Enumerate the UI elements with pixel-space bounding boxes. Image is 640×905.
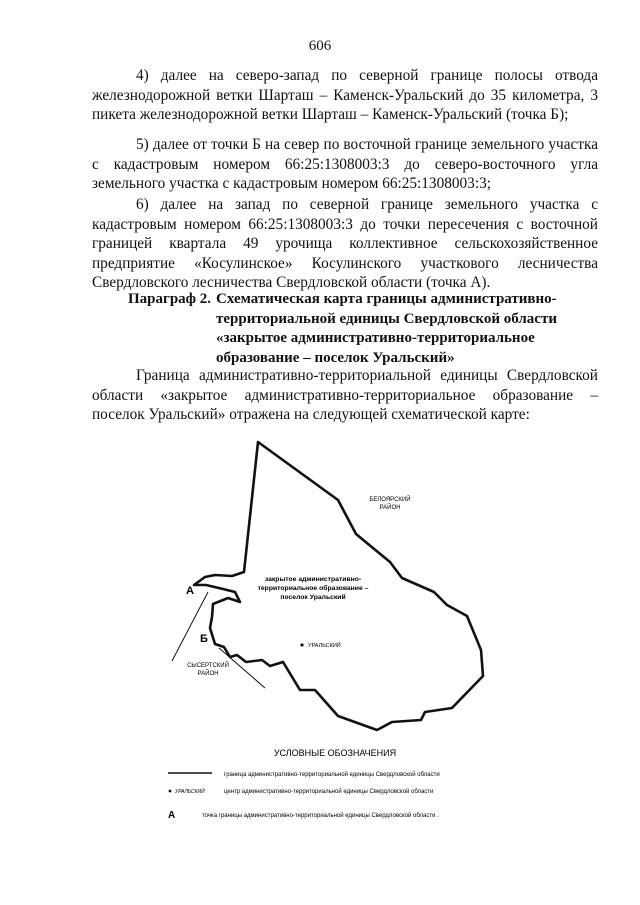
legend-center-symbol-label: УРАЛЬСКИЙ: [175, 789, 205, 795]
region-label-line: поселок Уральский: [280, 594, 346, 601]
section-title-line: Схематическая карта границы административно-: [216, 291, 557, 307]
section-title-line: территориальной единицы Свердловской области: [216, 310, 557, 327]
legend-point-text: точка границы административно-территориальной единицы Свердловской области .: [202, 813, 439, 819]
region-label-line: территориальное образование –: [257, 585, 369, 592]
legend-title: УСЛОВНЫЕ ОБОЗНАЧЕНИЯ: [273, 748, 397, 758]
belyarsky-label: БЕЛОЯРСКИЙ: [369, 497, 411, 503]
legend-center-text: центр административно-территориальной единицы Свердловской области: [224, 789, 434, 795]
intro-paragraph: Граница административно-территориальной единицы Свердловской области «закрытое административно-территориальное образование – поселок Уральский» отражена на следующей схематической карте:: [92, 367, 598, 424]
center-dot-icon: [300, 643, 303, 646]
point-a-label: А: [186, 585, 194, 597]
center-label: УРАЛЬСКИЙ: [308, 643, 341, 649]
point-b-label: Б: [200, 633, 208, 645]
paragraph-item-6: 6) далее на запад по северной границе земельного участка с кадастровым номером 66:25:1308003:3 до точки пересечения с восточной границей квартала 49 урочища коллективное сельскохозяйственное предприятие «Косулинское» Косулинского участкового лесничества Свердловского лесничества Свердловской области (точка А).: [92, 196, 598, 292]
section-title-line: «закрытое административно-территориальное: [216, 330, 535, 346]
legend-boundary-text: граница административно-территориальной единицы Свердловской области: [224, 772, 440, 778]
legend-center-dot-icon: [169, 790, 172, 793]
region-label-line: закрытое административно-: [264, 576, 362, 583]
sysertsky-label: СЫСЕРТСКИЙ: [187, 663, 229, 669]
section-label: Параграф 2.: [128, 291, 212, 307]
sysertsky-label: РАЙОН: [197, 671, 219, 677]
page-number: 606: [308, 38, 332, 54]
paragraph-item-4: 4) далее на северо-запад по северной границе полосы отвода железнодорожной ветки Шарташ – Каменск-Уральский до 35 километра, 3 пикета железнодорожной ветки Шарташ – Каменск-Уральский (точка Б);: [92, 67, 598, 124]
paragraph-item-5: 5) далее от точки Б на север по восточной границе земельного участка с кадастровым номером 66:25:1308003:3 до северо-восточного угла земельного участка с кадастровым номером 66:25:1308003:3;: [92, 136, 598, 193]
district-guide-line: [172, 592, 208, 661]
legend-point-symbol: А: [168, 810, 176, 821]
section-title-line: образование – поселок Уральский»: [216, 349, 455, 366]
belyarsky-label: РАЙОН: [379, 505, 401, 511]
